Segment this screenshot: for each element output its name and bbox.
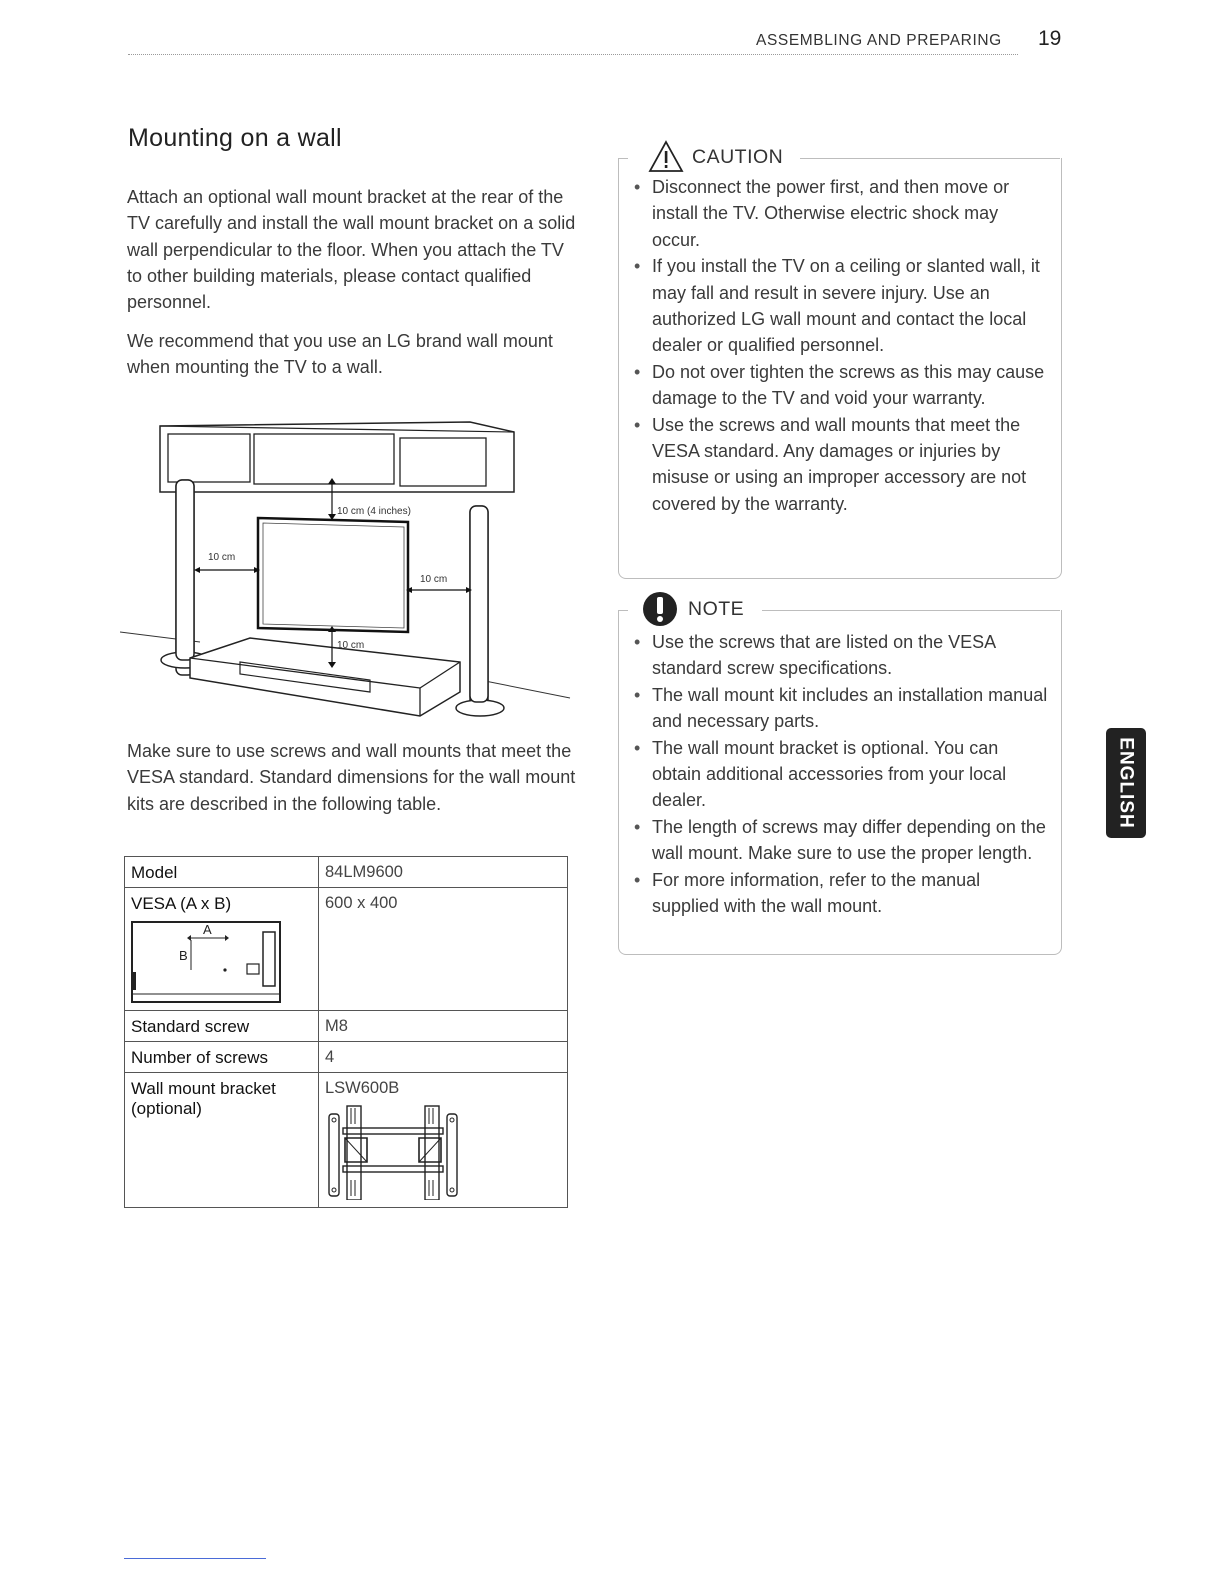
- note-top-line-right: [762, 610, 1060, 611]
- exclamation-circle-icon: [640, 590, 680, 628]
- caution-item-text: Use the screws and wall mounts that meet the VESA standard. Any damages or injuries by misuse or using an improper accessory are not covered by the warranty.: [652, 414, 1027, 514]
- note-item-text: The wall mount kit includes an installation manual and necessary parts.: [652, 684, 1048, 732]
- left-clearance-label: 10 cm: [208, 552, 236, 563]
- caution-item: [620, 174, 1050, 253]
- language-tab: [1106, 728, 1146, 838]
- table-cell-label: [125, 888, 319, 1011]
- bracket-model: LSW600B: [325, 1079, 400, 1097]
- warning-triangle-icon: [648, 140, 684, 174]
- bullet-icon: •: [634, 256, 641, 277]
- table-cell-value: [319, 1073, 568, 1208]
- caution-header: [642, 140, 791, 174]
- page-title: Mounting on a wall: [128, 124, 342, 152]
- table-row: [125, 857, 568, 888]
- page-number: 19: [1038, 27, 1062, 50]
- caution-top-line-left: [618, 158, 628, 159]
- caution-top-line-right: [800, 158, 1060, 159]
- caution-item: [620, 412, 1050, 518]
- note-item-text: Use the screws that are listed on the VESA standard screw specifications.: [652, 632, 996, 679]
- note-item: [620, 814, 1050, 867]
- caution-item: [620, 359, 1050, 412]
- caution-list: [620, 174, 1050, 517]
- note-item-text: For more information, refer to the manual supplied with the wall mount.: [652, 869, 981, 917]
- caution-item: [620, 253, 1050, 359]
- table-cell-value: M8: [319, 1011, 568, 1042]
- note-item: [620, 867, 1050, 920]
- bullet-icon: •: [634, 177, 641, 197]
- table-row: [125, 1011, 568, 1042]
- note-title: NOTE: [688, 597, 745, 620]
- bullet-icon: •: [634, 414, 641, 435]
- vesa-dimension-figure: [131, 920, 281, 1004]
- note-item: [620, 735, 1050, 814]
- bullet-icon: •: [634, 869, 641, 890]
- header-section-title: ASSEMBLING AND PREPARING: [756, 32, 1002, 49]
- caution-item-text: Do not over tighten the screws as this may cause damage to the TV and void your warranty.: [652, 361, 1045, 409]
- note-top-line-left: [618, 610, 628, 611]
- table-cell-label: Model: [125, 857, 319, 888]
- wall-mount-bracket-figure: [325, 1104, 461, 1200]
- vesa-fig-label-b: B: [179, 948, 188, 963]
- note-item: [620, 629, 1050, 682]
- bullet-icon: •: [634, 361, 641, 382]
- table-cell-label: Number of screws: [125, 1042, 319, 1073]
- bullet-icon: •: [634, 816, 641, 837]
- caution-item-text: If you install the TV on a ceiling or slanted wall, it may fall and result in severe injury. Use an authorized LG wall mount and contact the local dealer or qualified personnel.: [652, 256, 1040, 356]
- caution-item-text: Disconnect the power first, and then move or install the TV. Otherwise electric shock may occur.: [652, 177, 1010, 250]
- top-clearance-label: 10 cm (4 inches): [337, 506, 411, 517]
- header-rule: [128, 54, 1018, 55]
- caution-title: CAUTION: [692, 145, 784, 168]
- vesa-fig-label-a: A: [203, 922, 212, 937]
- note-item: [620, 682, 1050, 735]
- wall-mount-clearance-diagram: [120, 410, 580, 725]
- table-row: [125, 1073, 568, 1208]
- intro-paragraph-2: We recommend that you use an LG brand wall mount when mounting the TV to a wall.: [127, 331, 553, 378]
- table-cell-value: 600 x 400: [319, 888, 568, 1011]
- table-row: [125, 888, 568, 1011]
- table-cell-label: Standard screw: [125, 1011, 319, 1042]
- right-clearance-label: 10 cm: [420, 574, 448, 585]
- table-cell-value: 4: [319, 1042, 568, 1073]
- note-header: [636, 590, 752, 628]
- table-row: [125, 1042, 568, 1073]
- bottom-clearance-label: 10 cm: [337, 640, 365, 651]
- intro-paragraph-1: Attach an optional wall mount bracket at the rear of the TV carefully and install the wall mount bracket on a solid wall perpendicular to the floor. When you attach the TV to other building materials, please contact qualified personnel.: [127, 187, 576, 313]
- note-item-text: The wall mount bracket is optional. You can obtain additional accessories from your local dealer.: [652, 737, 1007, 811]
- bullet-icon: •: [634, 632, 641, 652]
- note-list: [620, 629, 1050, 919]
- footer-rule: [124, 1558, 266, 1559]
- table-intro-paragraph: Make sure to use screws and wall mounts that meet the VESA standard. Standard dimensions for the wall mount kits are described in the following table.: [127, 741, 576, 814]
- vesa-label: VESA (A x B): [131, 894, 232, 913]
- table-cell-value: 84LM9600: [319, 857, 568, 888]
- note-item-text: The length of screws may differ depending on the wall mount. Make sure to use the proper length.: [652, 816, 1046, 864]
- bullet-icon: •: [634, 737, 641, 758]
- table-cell-label: Wall mount bracket (optional): [125, 1073, 319, 1208]
- bullet-icon: •: [634, 684, 641, 705]
- wall-mount-spec-table: [124, 856, 568, 1208]
- language-tab-label: ENGLISH: [1116, 737, 1138, 829]
